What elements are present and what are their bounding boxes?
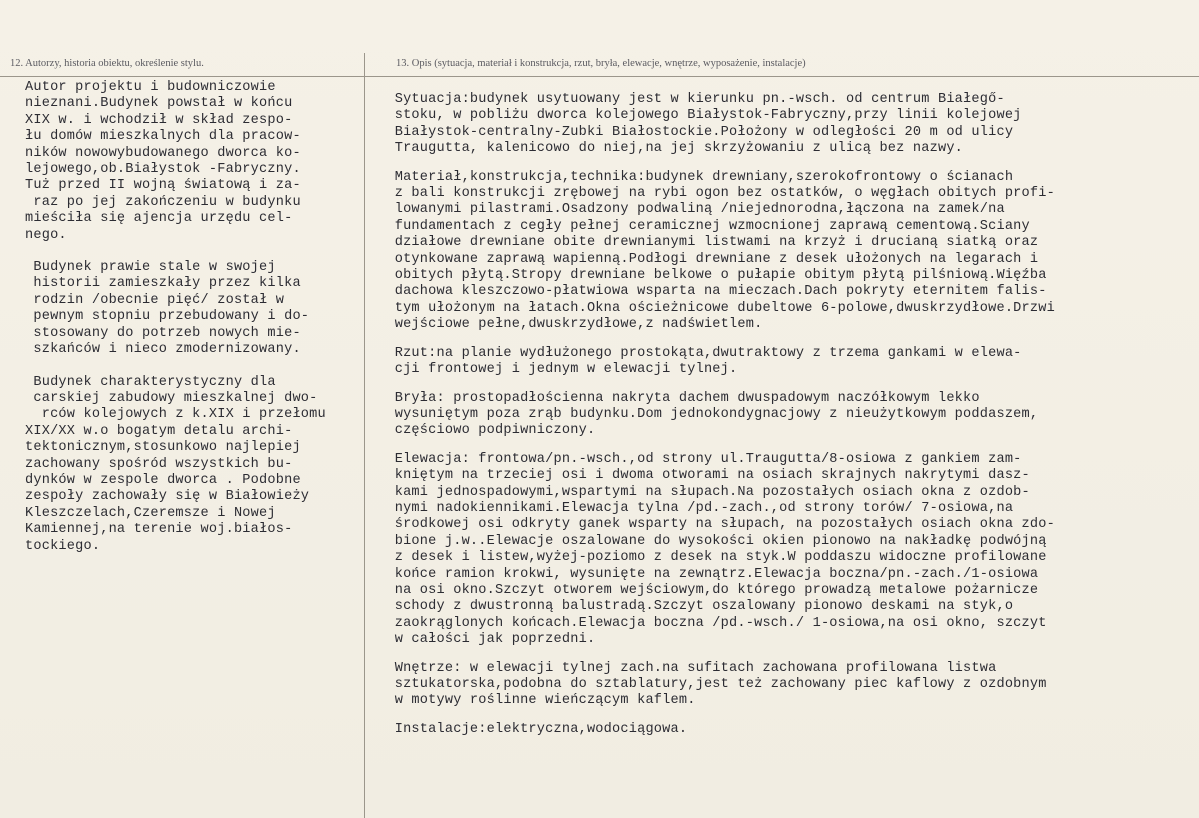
description-paragraph xyxy=(378,346,1178,379)
text-line: lejowego,ob.Białystok -Fabryczny. xyxy=(25,162,301,178)
text-line: zaokrąglonych końcach.Elewacja boczna /pd.-wsch./ 1-osiowa,na osi okno, szczyt xyxy=(378,615,1047,631)
text-line: zachowany spośród wszystkich bu- xyxy=(25,456,293,472)
description-paragraph xyxy=(378,170,1178,334)
text-line: stosowany do potrzeb nowych mie- xyxy=(25,325,301,341)
text-line: z bali konstrukcji zrębowej na rybi ogon bez ostatków, o węgłach obitych profi- xyxy=(378,186,1055,202)
text-line: bione j.w..Elewacje oszalowane do wysokości okien pionowo na nakładkę podwójną xyxy=(378,533,1047,549)
history-paragraph xyxy=(25,80,370,244)
text-line: szkańców i nieco zmodernizowany. xyxy=(25,342,301,358)
text-line: na osi okno.Szczyt otworem wejściowym,do którego prowadzą metalowe pożarnicze xyxy=(378,582,1039,598)
text-line: fundamentach z cegły pełnej ceramicznej wzmocnionej zaprawą cementową.Sciany xyxy=(378,218,1030,234)
text-line: z desek i listew,wyżej-poziomo z desek na styk.W poddaszu widoczne profilowane xyxy=(378,550,1047,566)
text-line: dynków w zespole dworca . Podobne xyxy=(25,472,301,488)
text-line: tockiego. xyxy=(25,538,101,554)
text-line: rców kolejowych z k.XIX i przełomu xyxy=(25,407,326,423)
text-line: nego. xyxy=(25,227,67,243)
text-line: raz po jej zakończeniu w budynku xyxy=(25,194,301,210)
description-paragraph xyxy=(378,92,1178,158)
text-line: Bryła: prostopadłościenna nakryta dachem dwuspadowym naczółkowym lekko xyxy=(378,390,980,406)
text-line: kami jednospadowymi,wspartymi na słupach.Na pozostałych osiach okna z ozdob- xyxy=(378,484,1030,500)
description-paragraph xyxy=(378,391,1178,440)
text-line: Autor projektu i budowniczowie xyxy=(25,80,276,95)
text-line: sztukatorska,podobna do sztablatury,jest też zachowany piec kaflowy z ozdobnym xyxy=(378,677,1047,692)
text-line: dachowa kleszczowo-płatwiowa wsparta na mieczach.Dach pokryty eternitem falis- xyxy=(378,284,1047,300)
text-line: cji frontowej i jednym w elewacji tylnej. xyxy=(378,362,738,378)
text-line: Instalacje:elektryczna,wodociągowa. xyxy=(378,721,688,737)
text-line: łu domów mieszkalnych dla pracow- xyxy=(25,129,301,145)
text-line: Sytuacja:budynek usytuowany jest w kierunku pn.-wsch. od centrum Białegő- xyxy=(378,92,1005,107)
text-line: kniętym na trzeciej osi i dwoma otworami na osiach skrajnych nakrytymi dasz- xyxy=(378,468,1030,484)
text-line: historii zamieszkały przez kilka xyxy=(25,276,301,292)
text-line: schody z dwustronną balustradą.Szczyt oszalowany pionowo deskami na styk,o xyxy=(378,599,1014,615)
text-line: pewnym stopniu przebudowany i do- xyxy=(25,309,310,325)
text-line: obitych płytą.Stropy drewniane belkowe o pułapie obitym płytą pilśniową.Więźba xyxy=(378,268,1047,284)
text-line: carskiej zabudowy mieszkalnej dwo- xyxy=(25,390,318,406)
text-line: działowe drewniane obite drewnianymi listwami na krzyż i drucianą siatką oraz xyxy=(378,235,1039,251)
text-line: w motywy roślinne wieńczącym kaflem. xyxy=(378,693,696,709)
text-line: Rzut:na planie wydłużonego prostokąta,dwutraktowy z trzema gankami w elewa- xyxy=(378,345,1022,361)
text-line: tektonicznym,stosunkowo najlepiej xyxy=(25,440,301,456)
text-line: mieściła się ajencja urzędu cel- xyxy=(25,211,293,227)
text-line: Budynek prawie stale w swojej xyxy=(25,260,276,276)
text-line: Kleszczelach,Czeremsze i Nowej xyxy=(25,505,276,521)
description-paragraph xyxy=(378,722,1178,738)
text-line: w całości jak poprzedni. xyxy=(378,632,596,648)
text-line: środkowej osi odkryty ganek wsparty na słupach, na pozostałych osiach okna zdo- xyxy=(378,517,1055,533)
text-line: częściowo podpiwniczony. xyxy=(378,423,596,439)
text-line: zespoły zachowały się w Białowieży xyxy=(25,489,310,505)
text-line: Traugutta, kalenicowo do niej,na jej skrzyżowaniu z ulicą bez nazwy. xyxy=(378,141,964,157)
text-line: tym ułożonym na łatach.Okna ościeżnicowe dubeltowe 6-polowe,dwuskrzydłowe.Drzwi xyxy=(378,300,1055,316)
text-line: stoku, w pobliżu dworca kolejowego Białystok-Fabryczny,przy linii kolejowej xyxy=(378,108,1022,124)
text-line: Budynek charakterystyczny dla xyxy=(25,374,276,390)
text-line: Białystok-centralny-Zubki Białostockie.Położony w odległości 20 m od ulicy xyxy=(378,124,1014,140)
text-line: wysuniętym poza zrąb budynku.Dom jednokondygnacjowy z nieużytkowym poddaszem, xyxy=(378,406,1039,422)
text-line: Elewacja: frontowa/pn.-wsch.,od strony ul.Traugutta/8-osiowa z gankiem zam- xyxy=(378,451,1022,467)
text-line: końce ramion krokwi, wysunięte na zewnątrz.Elewacja boczna/pn.-zach./1-osiowa xyxy=(378,566,1039,582)
horizontal-rule xyxy=(0,76,1199,77)
description-paragraph xyxy=(378,452,1178,649)
text-line: ników nowowybudowanego dworca ko- xyxy=(25,145,301,161)
history-paragraph xyxy=(25,375,370,555)
text-line: XIX/XX w.o bogatym detalu archi- xyxy=(25,423,293,439)
text-line: wejściowe pełne,dwuskrzydłowe,z nadświetlem. xyxy=(378,317,763,333)
text-line: rodzin /obecnie pięć/ został w xyxy=(25,292,285,308)
text-line: nymi nadokiennikami.Elewacja tylna /pd.-zach.,od strony torów/ 7-osiowa,na xyxy=(378,500,1014,516)
text-line: Tuż przed II wojną światową i za- xyxy=(25,178,301,194)
text-line: Wnętrze: w elewacji tylnej zach.na sufitach zachowana profilowana listwa xyxy=(378,660,997,676)
text-line: Materiał,konstrukcja,technika:budynek drewniany,szerokofrontowy o ścianach xyxy=(378,169,1014,185)
section-12-header: 12. Autorzy, historia obiektu, określenie stylu. xyxy=(10,58,204,69)
description-paragraph xyxy=(378,661,1178,710)
history-column xyxy=(25,80,370,571)
text-line: otynkowane zaprawą wapienną.Podłogi drewniane z desek ułożonych na legarach i xyxy=(378,251,1039,267)
text-line: nieznani.Budynek powstał w końcu xyxy=(25,96,293,112)
section-13-header: 13. Opis (sytuacja, materiał i konstrukcja, rzut, bryła, elewacje, wnętrze, wyposażenie, instalacje) xyxy=(396,58,806,69)
description-column xyxy=(378,92,1178,750)
text-line: lowanymi pilastrami.Osadzony podwaliną /niejednorodna,łączona na zamek/na xyxy=(378,202,1005,218)
text-line: Kamiennej,na terenie woj.białos- xyxy=(25,522,293,538)
text-line: XIX w. i wchodził w skład zespo- xyxy=(25,112,293,128)
history-paragraph xyxy=(25,260,370,358)
